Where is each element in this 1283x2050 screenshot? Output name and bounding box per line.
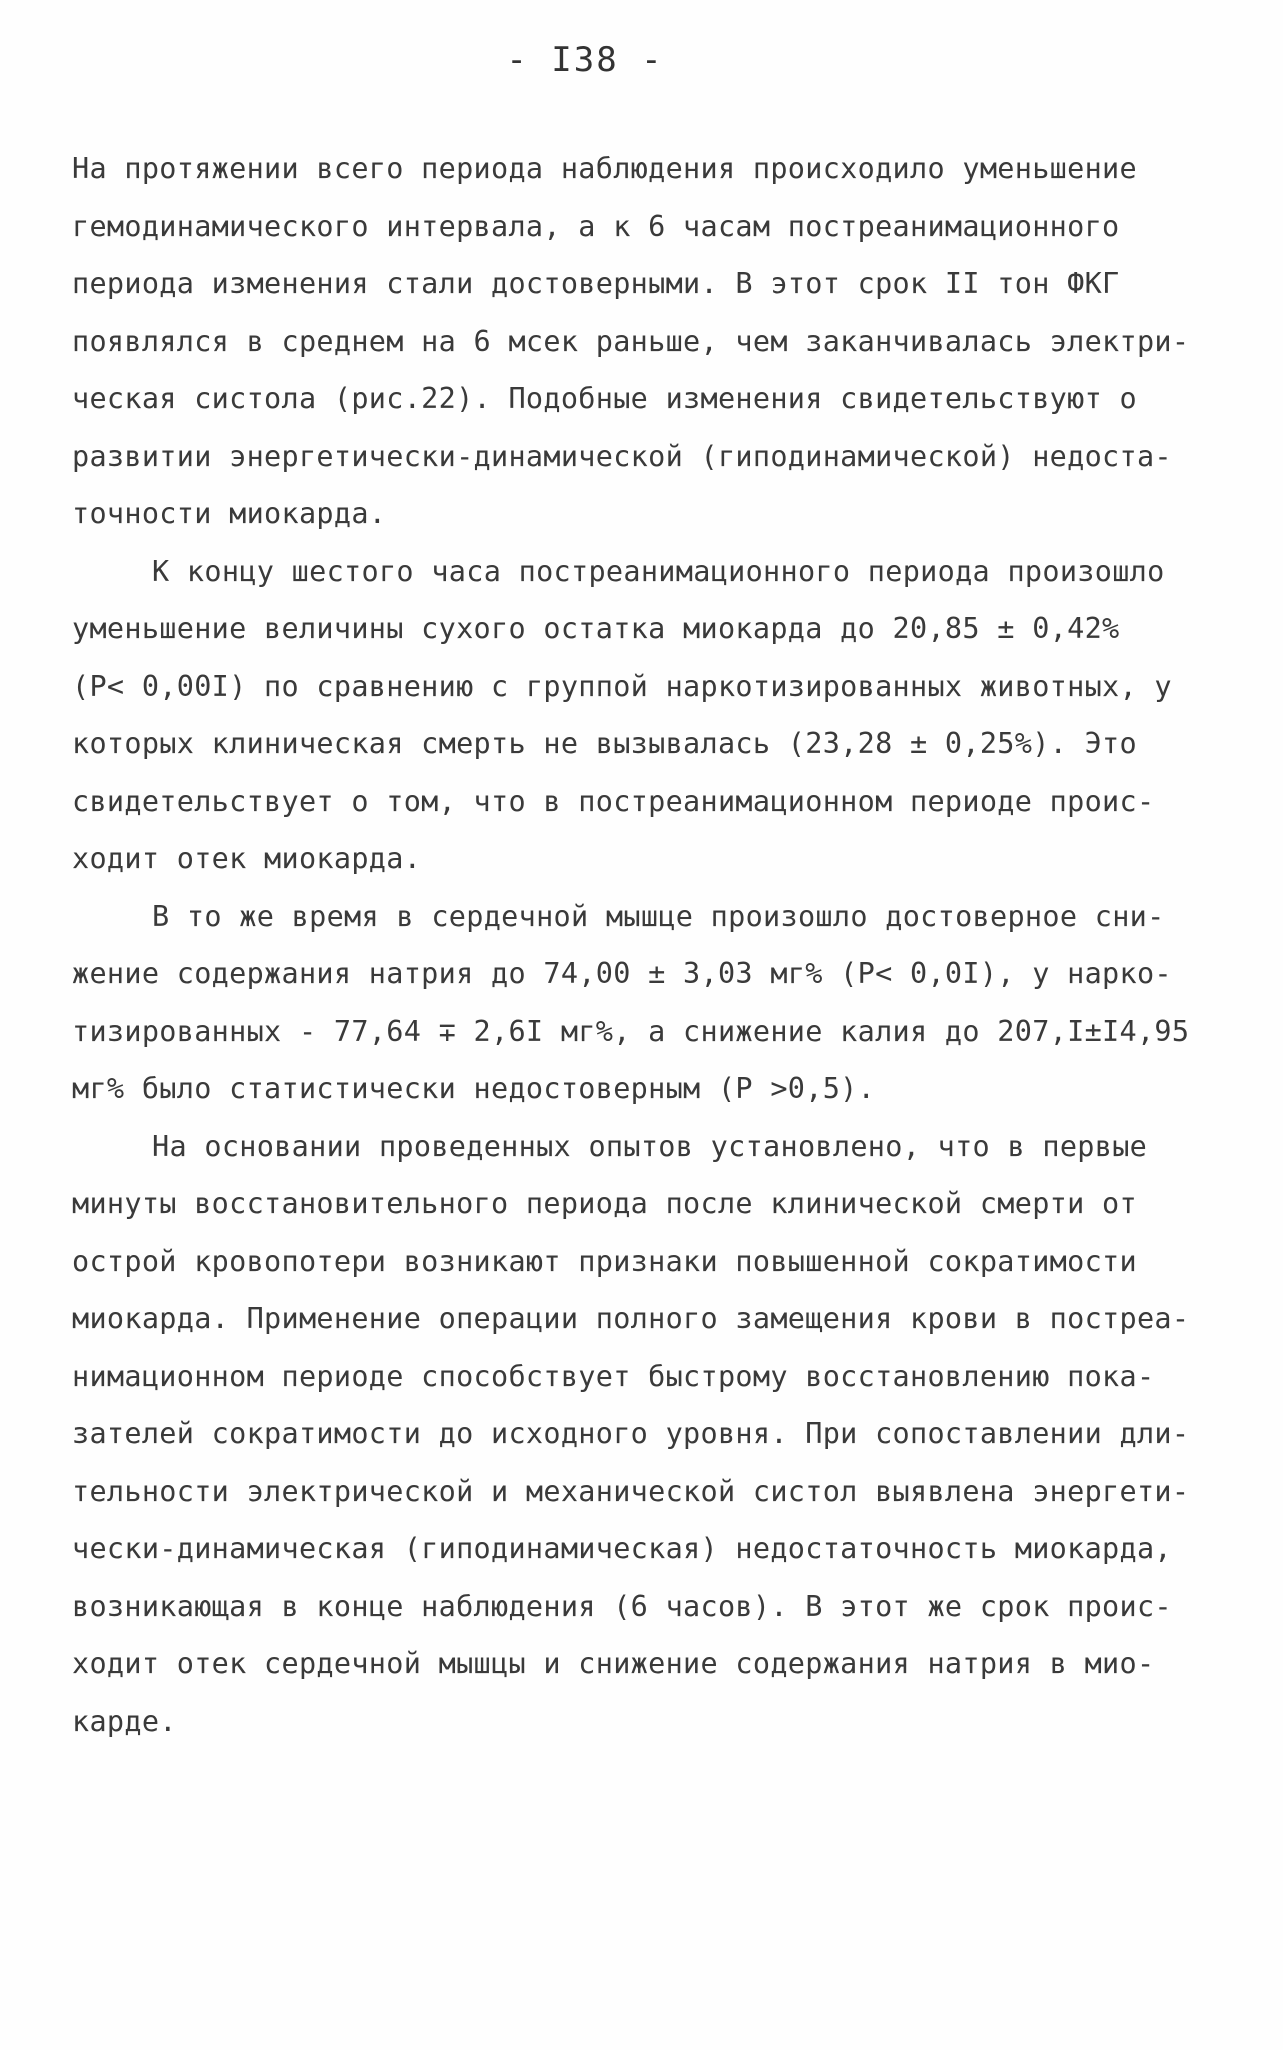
text-line: ходит отек сердечной мышцы и снижение содержания натрия в мио- bbox=[72, 1647, 1155, 1680]
text-line: развитии энергетически-динамической (гиподинамической) недоста- bbox=[72, 439, 1172, 473]
paragraph-1 bbox=[72, 140, 1202, 543]
text-line: миокарда. Применение операции полного замещения крови в постреа- bbox=[72, 1302, 1190, 1335]
text-line: На основании проведенных опытов установлено, что в первые bbox=[152, 1129, 1148, 1163]
text-line: чески-динамическая (гиподинамическая) недостаточность миокарда, bbox=[72, 1532, 1172, 1565]
body-text bbox=[72, 140, 1202, 1750]
text-line: (Р< 0,00I) по сравнению с группой наркотизированных животных, у bbox=[72, 669, 1172, 703]
page-number: - I38 - bbox=[506, 40, 664, 80]
text-line: ческая систола (рис.22). Подобные изменения свидетельствуют о bbox=[72, 382, 1137, 415]
text-line: На протяжении всего периода наблюдения происходило уменьшение bbox=[72, 152, 1137, 185]
text-line: появлялся в среднем на 6 мсек раньше, чем заканчивалась электри- bbox=[72, 324, 1190, 358]
text-line: К концу шестого часа постреанимационного периода произошло bbox=[152, 554, 1165, 588]
text-line: жение содержания натрия до 74,00 ± 3,03 мг% (Р< 0,0I), у нарко- bbox=[72, 957, 1172, 990]
text-line: тизированных - 77,64 ∓ 2,6I мг%, а снижение калия до 207,I±I4,95 bbox=[72, 1014, 1190, 1048]
text-line: которых клиническая смерть не вызывалась (23,28 ± 0,25%). Это bbox=[72, 727, 1137, 760]
paragraph-4 bbox=[72, 1118, 1202, 1751]
paragraph-2 bbox=[72, 543, 1202, 888]
text-line: минуты восстановительного периода после клинической смерти от bbox=[72, 1187, 1137, 1220]
text-line: свидетельствует о том, что в постреанимационном периоде проис- bbox=[72, 784, 1155, 818]
text-line: В то же время в сердечной мышце произошло достоверное сни- bbox=[152, 899, 1165, 933]
text-line: гемодинамического интервала, а к 6 часам постреанимационного bbox=[72, 209, 1120, 243]
text-line: мг% было статистически недостоверным (Р >0,5). bbox=[72, 1072, 876, 1105]
text-line: уменьшение величины сухого остатка миокарда до 20,85 ± 0,42% bbox=[72, 612, 1120, 645]
text-line: точности миокарда. bbox=[72, 497, 387, 530]
text-line: тельности электрической и механической систол выявлена энергети- bbox=[72, 1474, 1190, 1508]
text-line: карде. bbox=[72, 1704, 177, 1738]
text-line: зателей сократимости до исходного уровня. При сопоставлении дли- bbox=[72, 1417, 1190, 1450]
paragraph-3 bbox=[72, 888, 1202, 1118]
text-line: возникающая в конце наблюдения (6 часов). В этот же срок проис- bbox=[72, 1589, 1172, 1623]
text-line: нимационном периоде способствует быстрому восстановлению пока- bbox=[72, 1359, 1155, 1393]
text-line: острой кровопотери возникают признаки повышенной сократимости bbox=[72, 1244, 1137, 1278]
text-line: периода изменения стали достоверными. В этот срок II тон ФКГ bbox=[72, 267, 1120, 300]
text-line: ходит отек миокарда. bbox=[72, 842, 422, 875]
